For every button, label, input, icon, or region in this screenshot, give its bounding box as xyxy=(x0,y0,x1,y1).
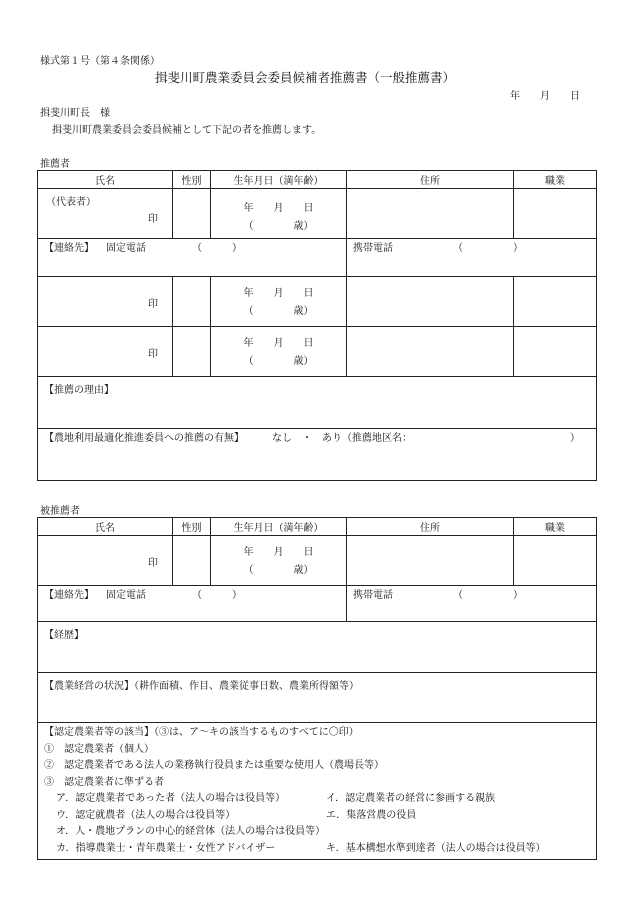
promoter-close: ） xyxy=(570,433,580,444)
member2-name-cell[interactable] xyxy=(38,277,173,327)
rep-address-cell[interactable] xyxy=(347,189,514,239)
col-dob: 生年月日（満年齢） xyxy=(211,171,347,189)
age-line: （ 歳） xyxy=(243,306,314,317)
seal-mark: 印 xyxy=(148,214,158,225)
nominee-contact-landline[interactable] xyxy=(38,586,347,622)
dob-line: 年 月 日 xyxy=(243,203,314,214)
mobile-value: （ ） xyxy=(453,243,523,254)
nominee-section-label: 被推薦者 xyxy=(40,506,80,517)
rep-contact-landline[interactable] xyxy=(38,239,347,277)
col-address: 住所 xyxy=(347,518,514,536)
contact-label: 【連絡先】 xyxy=(44,590,94,601)
col-occupation: 職業 xyxy=(514,171,597,189)
mobile-label: 携帯電話 xyxy=(353,590,393,601)
recommender-table xyxy=(37,170,597,481)
age-line: （ 歳） xyxy=(243,565,314,576)
age-line: （ 歳） xyxy=(243,221,314,232)
landline-value: （ ） xyxy=(192,243,242,254)
dob-line: 年 月 日 xyxy=(243,338,314,349)
promoter-options: なし ・ あり（推薦地区名： xyxy=(272,433,412,444)
certified-item-2[interactable]: ② 認定農業者である法人の業務執行役員または重要な使用人（農場長等） xyxy=(44,760,384,771)
date-line: 年 月 日 xyxy=(510,91,580,102)
col-dob: 生年月日（満年齢） xyxy=(211,518,347,536)
rep-occupation-cell[interactable] xyxy=(514,189,597,239)
reason-label: 【推薦の理由】 xyxy=(44,385,114,396)
promoter-label: 【農地利用最適化推進委員への推薦の有無】 xyxy=(44,433,244,444)
certified-item-1[interactable]: ① 認定農業者（個人） xyxy=(44,743,154,755)
sub-item-i[interactable]: イ．認定農業者の経営に参画する親族 xyxy=(326,793,496,804)
sub-item-o[interactable]: オ．人・農地プランの中心的経営体（法人の場合は役員等） xyxy=(56,826,326,837)
dob-line: 年 月 日 xyxy=(243,547,314,558)
sub-item-e[interactable]: エ．集落営農の役員 xyxy=(326,809,417,821)
col-address: 住所 xyxy=(347,171,514,189)
member3-name-cell[interactable] xyxy=(38,327,173,377)
member3-address-cell[interactable] xyxy=(347,327,514,377)
col-name: 氏名 xyxy=(38,518,173,536)
farming-status-field[interactable] xyxy=(38,673,597,723)
seal-mark: 印 xyxy=(148,349,158,360)
nominee-dob-cell[interactable] xyxy=(211,536,347,586)
age-line: （ 歳） xyxy=(243,356,314,367)
sub-item-ka[interactable]: カ．指導農業士・青年農業士・女性アドバイザー xyxy=(56,842,276,854)
col-sex: 性別 xyxy=(173,171,211,189)
nominee-address-cell[interactable] xyxy=(347,536,514,586)
rep-dob-cell[interactable] xyxy=(211,189,347,239)
nominee-table xyxy=(37,517,597,860)
nominee-name-cell[interactable] xyxy=(38,536,173,586)
intro-text: 揖斐川町農業委員会委員候補として下記の者を推薦します。 xyxy=(52,125,322,136)
page-title: 揖斐川町農業委員会委員候補者推薦書（一般推薦書） xyxy=(155,70,456,85)
mobile-label: 携帯電話 xyxy=(353,243,393,254)
nominee-occupation-cell[interactable] xyxy=(514,536,597,586)
member3-dob-cell[interactable] xyxy=(211,327,347,377)
member2-sex-cell[interactable] xyxy=(173,277,211,327)
sub-item-ki[interactable]: キ．基本構想水準到達者（法人の場合は役員等） xyxy=(326,842,546,854)
landline-value: （ ） xyxy=(192,590,242,601)
landline-label: 固定電話 xyxy=(106,590,146,601)
col-occupation: 職業 xyxy=(514,518,597,536)
career-label: 【経歴】 xyxy=(44,630,84,641)
dob-line: 年 月 日 xyxy=(243,288,314,299)
rep-name-cell[interactable] xyxy=(38,189,173,239)
col-name: 氏名 xyxy=(38,171,173,189)
member2-dob-cell[interactable] xyxy=(211,277,347,327)
member3-sex-cell[interactable] xyxy=(173,327,211,377)
col-sex: 性別 xyxy=(173,518,211,536)
rep-label: （代表者） xyxy=(46,197,96,208)
mobile-value: （ ） xyxy=(453,590,523,601)
rep-sex-cell[interactable] xyxy=(173,189,211,239)
contact-label: 【連絡先】 xyxy=(44,243,94,254)
sub-item-a[interactable]: ア．認定農業者であった者（法人の場合は役員等） xyxy=(56,793,286,804)
reason-field[interactable] xyxy=(38,377,597,429)
farming-status-label: 【農業経営の状況】（耕作面積、作目、農業従事日数、農業所得額等） xyxy=(44,681,359,692)
certified-label: 【認定農業者等の該当】（③は、ア～キの該当するものすべてに〇印） xyxy=(44,727,359,738)
career-field[interactable] xyxy=(38,622,597,673)
member2-address-cell[interactable] xyxy=(347,277,514,327)
nominee-sex-cell[interactable] xyxy=(173,536,211,586)
addressee: 揖斐川町長 様 xyxy=(40,108,110,119)
seal-mark: 印 xyxy=(148,299,158,310)
sub-item-u[interactable]: ウ．認定就農者（法人の場合は役員等） xyxy=(56,809,236,821)
recommender-section-label: 推薦者 xyxy=(40,159,70,170)
member2-occupation-cell[interactable] xyxy=(514,277,597,327)
promoter-field[interactable] xyxy=(38,429,597,481)
certified-item-3[interactable]: ③ 認定農業者に準ずる者 xyxy=(44,776,164,788)
certified-field xyxy=(38,723,597,860)
seal-mark: 印 xyxy=(148,558,158,569)
nominee-contact-mobile[interactable] xyxy=(347,586,597,622)
member3-occupation-cell[interactable] xyxy=(514,327,597,377)
landline-label: 固定電話 xyxy=(106,243,146,254)
rep-contact-mobile[interactable] xyxy=(347,239,597,277)
form-number: 様式第１号（第４条関係） xyxy=(40,56,160,67)
